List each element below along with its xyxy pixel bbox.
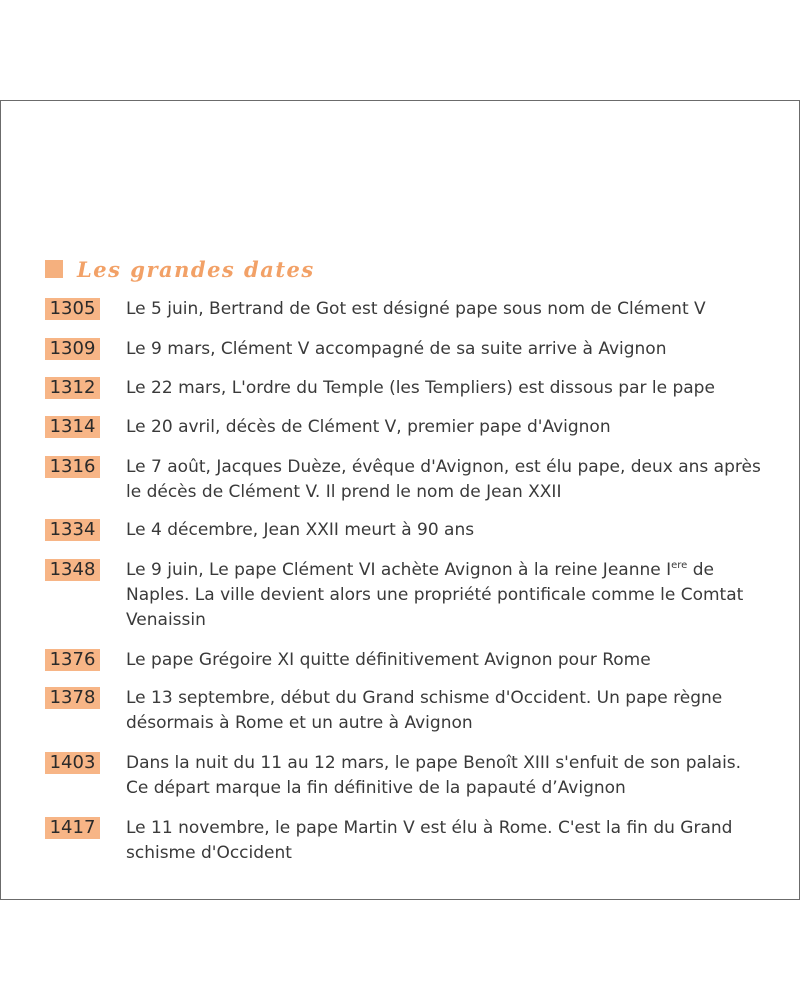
entry-description: Le 5 juin, Bertrand de Got est désigné pape sous nom de Clément V xyxy=(126,299,706,319)
year-badge: 1309 xyxy=(45,338,100,360)
entry-description: Le 13 septembre, début du Grand schisme d'Occident. Un pape règne désormais à Rome et un autre à Avignon xyxy=(126,688,723,733)
entry-description xyxy=(126,558,766,633)
year-badge: 1305 xyxy=(45,298,100,320)
ordinal-superscript: ere xyxy=(671,560,688,571)
year-badge: 1378 xyxy=(45,687,100,709)
year-badge: 1376 xyxy=(45,649,100,671)
entry-description: Le 7 août, Jacques Duèze, évêque d'Avignon, est élu pape, deux ans après le décès de Clément V. Il prend le nom de Jean XXII xyxy=(126,457,761,502)
year-badge: 1417 xyxy=(45,817,100,839)
page-frame xyxy=(0,100,800,900)
timeline xyxy=(1,101,799,899)
year-badge: 1403 xyxy=(45,752,100,774)
year-badge: 1334 xyxy=(45,519,100,541)
section-title: Les grandes dates xyxy=(77,256,315,282)
entry-description: Le 22 mars, L'ordre du Temple (les Templiers) est dissous par le pape xyxy=(126,378,715,398)
year-badge: 1316 xyxy=(45,456,100,478)
entry-text-part: Le 9 juin, Le pape Clément VI achète Avignon à la reine Jeanne I xyxy=(126,560,672,580)
year-badge: 1314 xyxy=(45,416,100,438)
entry-description: Le 9 mars, Clément V accompagné de sa suite arrive à Avignon xyxy=(126,339,667,359)
entry-description: Le 11 novembre, le pape Martin V est élu à Rome. C'est la fin du Grand schisme d'Occident xyxy=(126,818,733,863)
entry-description: Le 4 décembre, Jean XXII meurt à 90 ans xyxy=(126,520,475,540)
entry-description: Le pape Grégoire XI quitte définitivement Avignon pour Rome xyxy=(126,650,651,670)
year-badge: 1348 xyxy=(45,559,100,581)
year-badge: 1312 xyxy=(45,377,100,399)
entry-text-part: de Naples. La ville devient alors une propriété pontificale comme le Comtat Venaissin xyxy=(126,560,744,630)
entry-description: Le 20 avril, décès de Clément V, premier pape d'Avignon xyxy=(126,417,611,437)
entry-description: Dans la nuit du 11 au 12 mars, le pape Benoît XIII s'enfuit de son palais. Ce départ marque la fin définitive de la papauté d’Avignon xyxy=(126,753,742,798)
